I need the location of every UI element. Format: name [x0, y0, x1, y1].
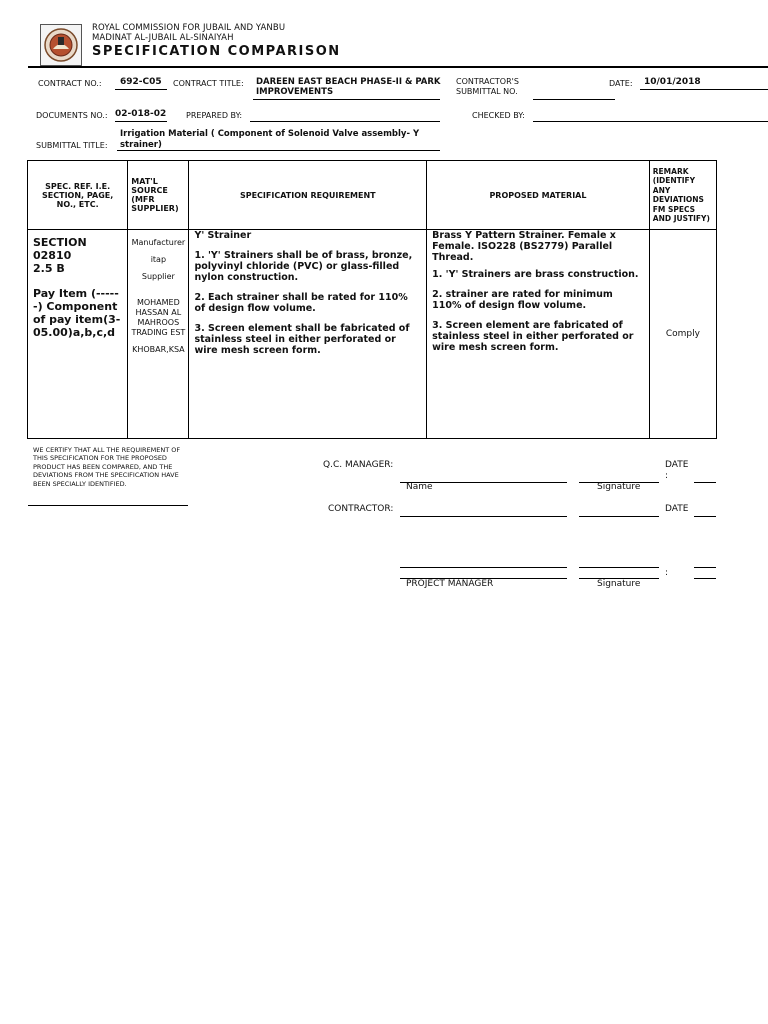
- spec-ref-cell: [28, 230, 128, 439]
- spec-pay-item: Pay Item (------) Component of pay item(3-05.00)a,b,c,d: [33, 287, 121, 339]
- table-header-row: [28, 161, 717, 230]
- contractor-submittal-label: CONTRACTOR'S SUBMITTAL NO.: [456, 77, 519, 96]
- qc-date-field[interactable]: [694, 482, 716, 483]
- prepared-by-label: PREPARED BY:: [186, 111, 243, 120]
- pm-signature-field-top[interactable]: [579, 567, 659, 568]
- pm-signature-caption: Signature: [597, 579, 641, 589]
- contractor-date-label: DATE: [665, 504, 689, 514]
- header-material-source: MAT'L SOURCE (MFR SUPPLIER): [128, 161, 189, 230]
- documents-no-value: 02-018-02: [115, 109, 167, 119]
- contractor-submittal-field[interactable]: [533, 99, 615, 100]
- specification-table: [27, 160, 717, 439]
- submittal-title-label: SUBMITTAL TITLE:: [36, 141, 108, 150]
- pm-date-field-top[interactable]: [694, 567, 716, 568]
- submittal-title-value: Irrigation Material ( Component of Solenoid Valve assembly- Y strainer): [120, 129, 420, 150]
- contract-title-label: CONTRACT TITLE:: [173, 79, 244, 88]
- header-spec-requirement: SPECIFICATION REQUIREMENT: [189, 161, 427, 230]
- requirement-item-3: 3. Screen element shall be fabricated of stainless steel in either perforated or wire mesh screen form.: [194, 323, 410, 356]
- header-remark: REMARK (IDENTIFY ANY DEVIATIONS FM SPECS AND JUSTIFY): [649, 161, 716, 230]
- proposed-material-cell: [427, 230, 650, 439]
- royal-commission-emblem-icon: [40, 24, 82, 66]
- manufacturer-label: Manufacturer: [131, 238, 186, 247]
- checked-by-label: CHECKED BY:: [472, 111, 525, 120]
- requirement-item-2: 2. Each strainer shall be rated for 110% of design flow volume.: [194, 292, 408, 314]
- contractor-signature-field[interactable]: [579, 516, 659, 517]
- proposed-item-2: 2. strainer are rated for minimum 110% of design flow volume.: [432, 289, 613, 311]
- pm-name-field-top[interactable]: [400, 567, 567, 568]
- org-name-line1: ROYAL COMMISSION FOR JUBAIL AND YANBU: [92, 23, 286, 33]
- supplier-name: MOHAMED HASSAN AL MAHROOS TRADING EST: [131, 298, 186, 337]
- name-caption: Name: [406, 482, 433, 492]
- certification-underline: [28, 505, 188, 506]
- date-value: 10/01/2018: [644, 77, 701, 87]
- proposed-item-3: 3. Screen element are fabricated of stainless steel in either perforated or wire mesh screen form.: [432, 320, 634, 353]
- qc-date-colon: :: [665, 471, 669, 481]
- header-spec-ref: SPEC. REF. I.E. SECTION, PAGE, NO., ETC.: [28, 161, 128, 230]
- qc-manager-label: Q.C. MANAGER:: [323, 460, 394, 470]
- contract-title-underline: [253, 99, 440, 100]
- checked-by-field[interactable]: [533, 121, 768, 122]
- contract-no-value: 692-C05: [120, 77, 162, 87]
- qc-date-label: DATE: [665, 460, 689, 470]
- pm-date-field[interactable]: [694, 578, 716, 579]
- header-rule: [28, 66, 768, 68]
- contractor-date-field[interactable]: [694, 516, 716, 517]
- emblem-graphic: [41, 25, 81, 65]
- requirement-item-1: 1. 'Y' Strainers shall be of brass, bronze, polyvinyl chloride (PVC) or glass-filled nylon construction.: [194, 250, 413, 283]
- project-manager-caption: PROJECT MANAGER: [406, 579, 494, 589]
- contract-no-label: CONTRACT NO.:: [38, 79, 102, 88]
- contract-title-value: DAREEN EAST BEACH PHASE-II & PARK IMPROVEMENTS: [256, 77, 441, 97]
- spec-section: SECTION 02810 2.5 B: [33, 236, 87, 275]
- signature-caption: Signature: [597, 482, 641, 492]
- manufacturer-name: itap: [150, 255, 167, 264]
- pm-date-colon: :: [665, 568, 669, 578]
- header-proposed-material: PROPOSED MATERIAL: [427, 161, 650, 230]
- proposed-item-1: 1. 'Y' Strainers are brass construction.: [432, 269, 639, 280]
- documents-no-underline: [115, 121, 167, 122]
- submittal-title-underline: [117, 150, 440, 151]
- contractor-label: CONTRACTOR:: [328, 504, 394, 514]
- material-source-cell: [128, 230, 189, 439]
- supplier-location: KHOBAR,KSA: [132, 345, 185, 354]
- date-label: DATE:: [609, 79, 633, 88]
- requirement-heading: Y' Strainer: [194, 230, 252, 241]
- certification-statement: WE CERTIFY THAT ALL THE REQUIREMENT OF THIS SPECIFICATION FOR THE PROPOSED PRODUCT HAS BEEN COMPARED, AND THE DEVIATIONS FROM THE SPECIFICATION HAVE BEEN SPECIALLY IDENTIFIED.: [33, 446, 181, 488]
- documents-no-label: DOCUMENTS NO.:: [36, 111, 108, 120]
- contractor-name-field[interactable]: [400, 516, 567, 517]
- document-title: SPECIFICATION COMPARISON: [92, 44, 341, 59]
- contract-no-underline: [115, 89, 167, 90]
- spec-requirement-cell: [189, 230, 427, 439]
- supplier-label: Supplier: [141, 272, 175, 281]
- proposed-heading: Brass Y Pattern Strainer. Female x Female. ISO228 (BS2779) Parallel Thread.: [432, 230, 616, 263]
- table-row: [28, 230, 717, 439]
- prepared-by-field[interactable]: [250, 121, 440, 122]
- date-underline: [640, 89, 768, 90]
- org-name-line2: MADINAT AL-JUBAIL AL-SINAIYAH: [92, 33, 234, 43]
- remark-cell: Comply: [649, 230, 716, 439]
